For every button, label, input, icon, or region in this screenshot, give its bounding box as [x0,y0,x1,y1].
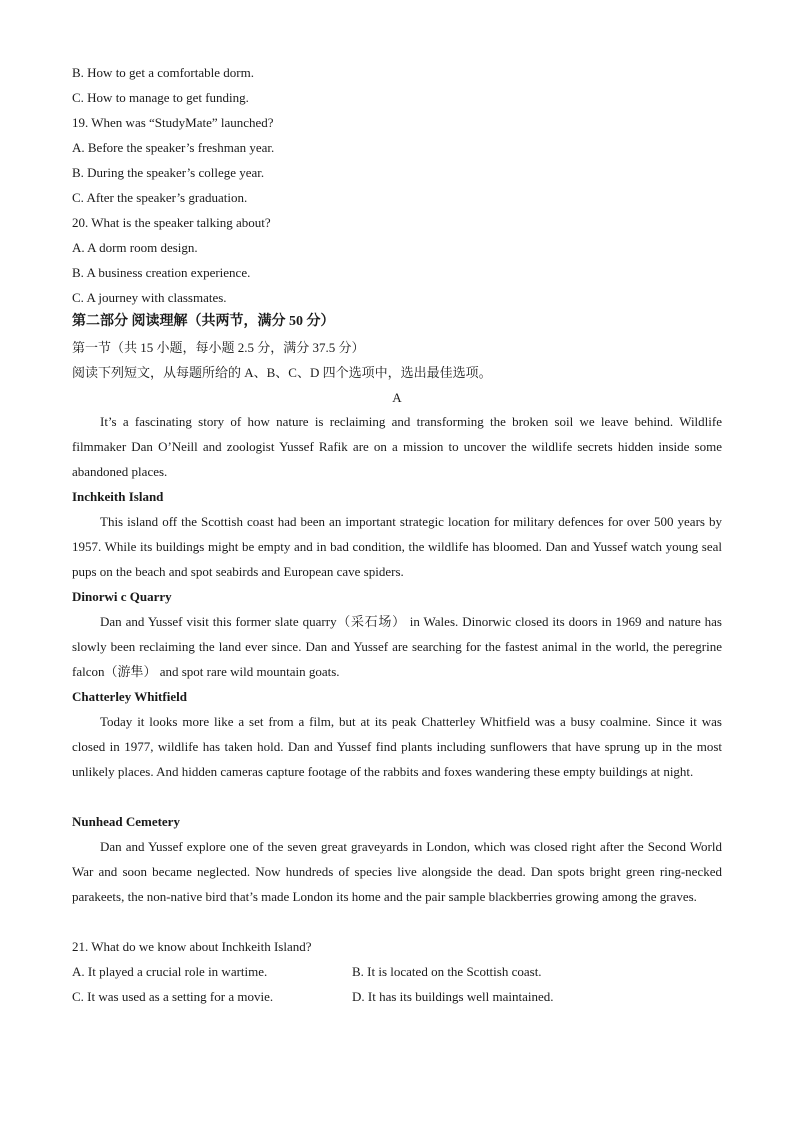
question-option-19a: A. Before the speaker’s freshman year. [72,140,275,155]
question-option-20c: C. A journey with classmates. [72,290,227,305]
section-title-dinorwic: Dinorwi c Quarry [72,589,172,604]
question-19-stem: 19. When was “StudyMate” launched? [72,115,274,130]
question-20-stem: 20. What is the speaker talking about? [72,215,271,230]
section-title-inchkeith: Inchkeith Island [72,489,164,504]
question-option-20b: B. A business creation experience. [72,265,251,280]
section-body-nunhead: Dan and Yussef explore one of the seven great graveyards in London, which was closed right after the Second World War and soon became neglected. Now hundreds of species live alongside the dead. Dan spots bright green ring-necked parakeets, the non-native bird that’s made London its home and the pair sample blackberries growing among the graves. [72,839,722,904]
question-option-18c: C. How to manage to get funding. [72,90,249,105]
question-option-21a: A. It played a crucial role in wartime. [72,964,268,979]
section-body-dinorwic: Dan and Yussef visit this former slate quarry（采石场） in Wales. Dinorwic closed its doors in 1969 and nature has slowly been reclaiming the land ever since. Dan and Yussef are searching for the fastest animal in the world, the peregrine falcon（游隼） and spot rare wild mountain goats. [72,614,722,679]
section-title-chatterley: Chatterley Whitfield [72,689,187,704]
question-option-18b: B. How to get a comfortable dorm. [72,65,254,80]
question-option-21c: C. It was used as a setting for a movie. [72,989,274,1004]
section-body-inchkeith: This island off the Scottish coast had been an important strategic location for military defences for over 500 years by 1957. While its buildings might be empty and in bad condition, the wildlife has bloomed. Dan and Yussef watch young seal pups on the beach and spot seabirds and European cave spiders. [72,514,722,579]
section-body-chatterley: Today it looks more like a set from a film, but at its peak Chatterley Whitfield was a busy coalmine. Since it was closed in 1977, wildlife has taken hold. Dan and Yussef find plants including sunflowers that have sprung up in the most unlikely places. And hidden cameras capture footage of the rabbits and foxes wandering these empty buildings at night. [72,714,722,779]
question-option-19c: C. After the speaker’s graduation. [72,190,248,205]
section-title-nunhead: Nunhead Cemetery [72,814,180,829]
question-option-21d: D. It has its buildings well maintained. [352,989,554,1004]
section-one-title: 第一节（共 15 小题，每小题 2.5 分，满分 37.5 分） [72,340,365,355]
question-21-stem: 21. What do we know about Inchkeith Island? [72,939,312,954]
reading-instruction: 阅读下列短文，从每题所给的 A、B、C、D 四个选项中，选出最佳选项。 [72,365,492,380]
question-option-20a: A. A dorm room design. [72,240,198,255]
part-two-title: 第二部分 阅读理解（共两节，满分 50 分） [72,314,335,329]
passage-intro: It’s a fascinating story of how nature is reclaiming and transforming the broken soil we leave behind. Wildlife filmmaker Dan O’Neill and zoologist Yussef Rafik are on a mission to uncover the wildlife secrets hidden inside some abandoned places. [72,414,722,479]
question-option-21b: B. It is located on the Scottish coast. [352,964,542,979]
passage-letter: A [392,390,402,405]
question-option-19b: B. During the speaker’s college year. [72,165,265,180]
